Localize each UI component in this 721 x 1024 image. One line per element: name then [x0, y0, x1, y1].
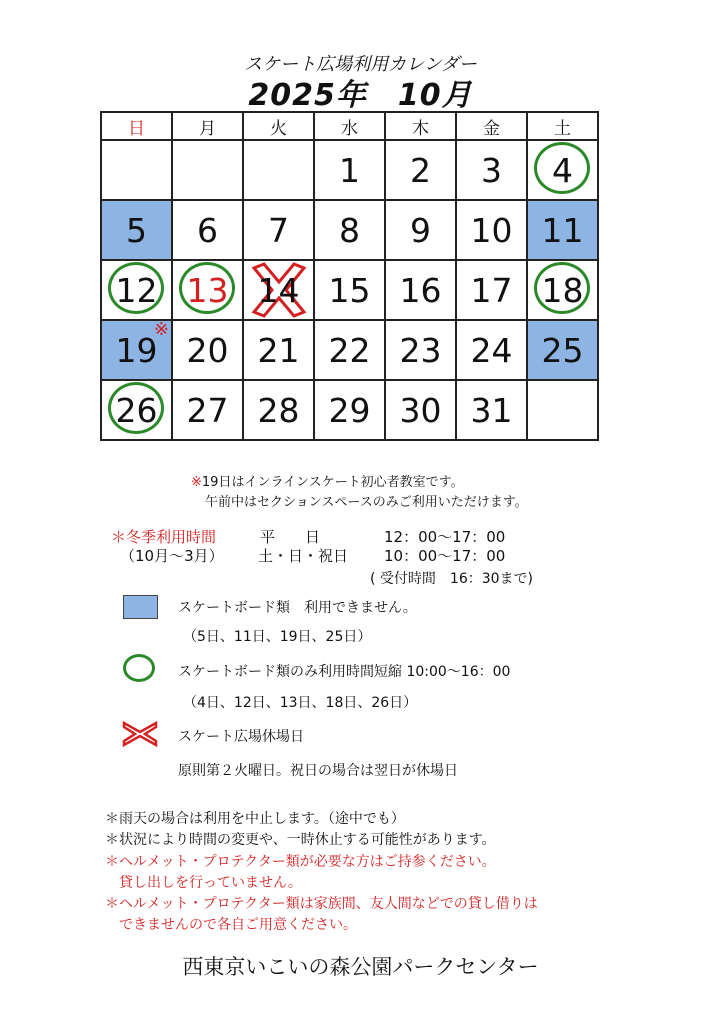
calendar-day-number: 15	[328, 270, 371, 310]
weekday-header: 金	[456, 112, 527, 140]
calendar-day-number: 30	[399, 390, 442, 430]
calendar-day-number: 7	[268, 210, 289, 250]
note-schedule: ＊状況により時間の変更や、一時休止する可能性があります。	[105, 832, 496, 848]
weekday-header: 水	[314, 112, 385, 140]
calendar-day-cell	[172, 200, 243, 260]
note-helmet-share-2: できませんので各自ご用意ください。	[119, 917, 357, 933]
legend-circle-icon	[123, 654, 155, 682]
calendar-day-number: 25	[541, 330, 584, 370]
calendar-day-cell	[101, 380, 172, 440]
calendar-day-cell	[385, 200, 456, 260]
calendar-day-number: 9	[410, 210, 431, 250]
calendar-empty-cell	[527, 380, 598, 440]
calendar-day-number: 6	[197, 210, 218, 250]
calendar-day-number: 12	[115, 270, 158, 310]
calendar-day-number: 20	[186, 330, 229, 370]
weekday-header-row	[101, 112, 598, 140]
calendar-day-number: 24	[470, 330, 513, 370]
footer-organization: 西東京いこいの森公園パークセンター	[182, 955, 539, 979]
calendar-day-cell	[527, 140, 598, 200]
hours-title: ＊冬季利用時間	[111, 528, 217, 546]
calendar-day-cell	[172, 320, 243, 380]
calendar-day-cell	[527, 200, 598, 260]
note-mark: ※	[191, 475, 202, 490]
calendar-day-number: 2	[410, 150, 431, 190]
calendar-day-cell	[456, 380, 527, 440]
calendar-week-row	[101, 200, 598, 260]
calendar-day-cell	[385, 260, 456, 320]
calendar-day-cell	[314, 380, 385, 440]
calendar-day-number: 14	[257, 270, 300, 310]
hours-weekday-label: 平 日	[260, 528, 321, 546]
hours-holiday-time: 10：00～17：00	[384, 547, 506, 565]
calendar-day-number: 1	[339, 150, 360, 190]
calendar-day-cell	[243, 200, 314, 260]
calendar-day-cell	[456, 200, 527, 260]
legend-blue-dates: （5日、11日、19日、25日）	[183, 629, 372, 645]
note-rain: ＊雨天の場合は利用を中止します。（途中でも）	[105, 811, 405, 827]
calendar-empty-cell	[172, 140, 243, 200]
calendar-day-number: 4	[552, 150, 573, 190]
legend-x-text: スケート広場休場日	[178, 729, 304, 745]
calendar-day-cell	[101, 320, 172, 380]
calendar-day-cell	[101, 200, 172, 260]
calendar-day-number: 21	[257, 330, 300, 370]
calendar-day-number: 28	[257, 390, 300, 430]
calendar-day-number: 22	[328, 330, 371, 370]
note-19-line2: 午前中はセクションスペースのみご利用いただけます。	[205, 495, 528, 510]
calendar-day-number: 27	[186, 390, 229, 430]
calendar-day-cell	[385, 380, 456, 440]
calendar-week-row	[101, 320, 598, 380]
closed-x-icon	[121, 720, 159, 748]
calendar-day-number: 31	[470, 390, 513, 430]
legend-circle-text: スケートボード類のみ利用時間短縮 10:00～16：00	[178, 664, 511, 680]
calendar-day-cell	[385, 140, 456, 200]
calendar-day-number: 10	[470, 210, 513, 250]
calendar-empty-cell	[101, 140, 172, 200]
calendar-day-number: 8	[339, 210, 360, 250]
calendar-day-cell	[243, 260, 314, 320]
weekday-header: 日	[101, 112, 172, 140]
calendar-day-cell	[243, 320, 314, 380]
calendar-day-cell	[314, 320, 385, 380]
calendar-day-number: 23	[399, 330, 442, 370]
calendar-day-cell	[314, 260, 385, 320]
calendar-day-number: 11	[541, 210, 584, 250]
legend-blue-swatch	[123, 595, 158, 619]
calendar-subtitle: スケート広場利用カレンダー	[244, 54, 477, 75]
calendar-day-cell	[385, 320, 456, 380]
calendar-day-cell	[172, 380, 243, 440]
hours-reception: ( 受付時間 16：30まで)	[370, 571, 534, 587]
calendar-day-cell	[314, 140, 385, 200]
calendar-day-number: 26	[115, 390, 158, 430]
calendar-week-row	[101, 140, 598, 200]
note-mark: ※	[153, 319, 169, 340]
note-19-line1: 19日はインラインスケート初心者教室です。	[201, 475, 464, 490]
legend-blue-text: スケートボード類 利用できません。	[178, 600, 417, 616]
note-helmet-bring-2: 貸し出しを行っていません。	[119, 875, 302, 891]
note-19	[191, 471, 464, 490]
weekday-header: 火	[243, 112, 314, 140]
calendar-day-number: 29	[328, 390, 371, 430]
calendar-day-number: 13	[186, 270, 229, 310]
weekday-header: 月	[172, 112, 243, 140]
calendar-day-cell	[527, 320, 598, 380]
legend-x-note: 原則第２火曜日。祝日の場合は翌日が休場日	[178, 763, 458, 779]
hours-weekday-time: 12：00～17：00	[384, 528, 506, 546]
calendar-empty-cell	[243, 140, 314, 200]
calendar-day-cell	[101, 260, 172, 320]
calendar-day-number: 16	[399, 270, 442, 310]
weekday-header: 木	[385, 112, 456, 140]
calendar-day-cell	[456, 140, 527, 200]
calendar-day-number: 3	[481, 150, 502, 190]
weekday-header: 土	[527, 112, 598, 140]
calendar-week-row	[101, 380, 598, 440]
calendar-week-row	[101, 260, 598, 320]
calendar-grid	[100, 111, 599, 441]
calendar-day-cell	[527, 260, 598, 320]
calendar-day-number: 17	[470, 270, 513, 310]
calendar-day-cell	[314, 200, 385, 260]
note-helmet-bring: ＊ヘルメット・プロテクター類が必要な方はご持参ください。	[105, 854, 496, 870]
calendar-day-number: 5	[126, 210, 147, 250]
calendar-day-cell	[456, 260, 527, 320]
calendar-day-cell	[172, 260, 243, 320]
hours-period: （10月～3月）	[120, 547, 224, 565]
legend-circle-dates: （4日、12日、13日、18日、26日）	[183, 695, 418, 711]
calendar-day-cell	[243, 380, 314, 440]
calendar-day-number: 18	[541, 270, 584, 310]
hours-holiday-label: 土・日・祝日	[258, 547, 349, 565]
calendar-title: 2025年 10月	[248, 78, 473, 113]
calendar-day-number: 19	[115, 330, 158, 370]
note-helmet-share: ＊ヘルメット・プロテクター類は家族間、友人間などでの貸し借りは	[105, 896, 538, 912]
calendar-day-cell	[456, 320, 527, 380]
